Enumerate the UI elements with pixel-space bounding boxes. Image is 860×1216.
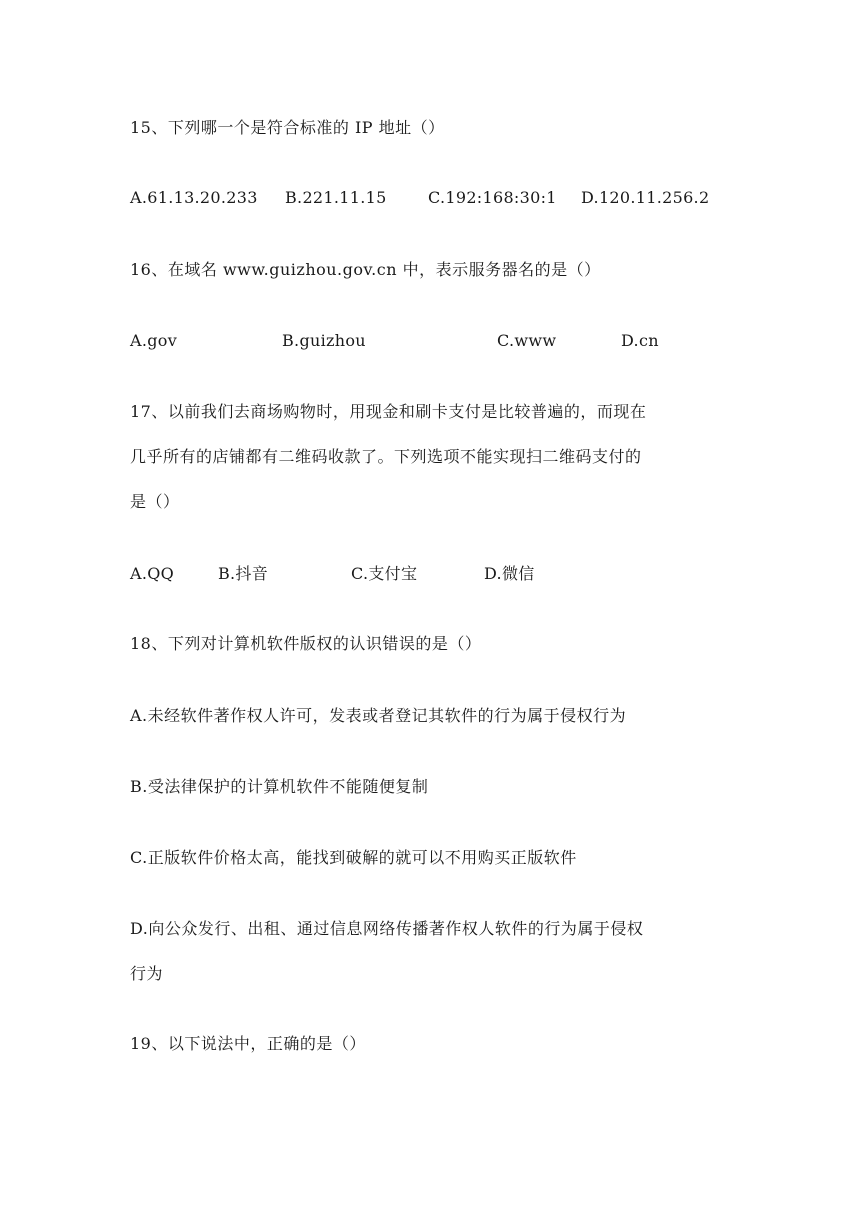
question-17-stem-line-3: 是（）	[130, 492, 180, 511]
question-16-stem: 16、在域名 www.guizhou.gov.cn 中，表示服务器名的是（）	[130, 260, 601, 279]
question-18-option-d-line-2: 行为	[130, 964, 164, 983]
question-17-option-a: A.QQ	[130, 564, 175, 583]
question-17-stem-line-1: 17、以前我们去商场购物时，用现金和刷卡支付是比较普遍的，而现在	[130, 402, 647, 421]
question-16-option-d: D.cn	[621, 331, 659, 350]
question-18-option-d-line-1: D.向公众发行、出租、通过信息网络传播著作权人软件的行为属于侵权	[130, 919, 644, 938]
question-17-option-c: C.支付宝	[351, 564, 418, 583]
question-17-option-b: B.抖音	[218, 564, 269, 583]
question-16-option-b: B.guizhou	[282, 331, 366, 350]
question-15-option-b: B.221.11.15	[285, 188, 387, 207]
question-15-option-a: A.61.13.20.233	[130, 188, 258, 207]
question-15-option-d: D.120.11.256.2	[581, 188, 710, 207]
question-19-stem: 19、以下说法中，正确的是（）	[130, 1034, 366, 1053]
question-15-option-c: C.192:168:30:1	[428, 188, 557, 207]
question-15-stem: 15、下列哪一个是符合标准的 IP 地址（）	[130, 118, 445, 137]
question-18-option-b: B.受法律保护的计算机软件不能随便复制	[130, 777, 429, 796]
question-17-option-d: D.微信	[484, 564, 535, 583]
question-18-stem: 18、下列对计算机软件版权的认识错误的是（）	[130, 634, 482, 653]
question-16-option-c: C.www	[497, 331, 557, 350]
question-18-option-c: C.正版软件价格太高，能找到破解的就可以不用购买正版软件	[130, 848, 577, 867]
question-17-stem-line-2: 几乎所有的店铺都有二维码收款了。下列选项不能实现扫二维码支付的	[130, 447, 642, 466]
question-18-option-a: A.未经软件著作权人许可，发表或者登记其软件的行为属于侵权行为	[130, 706, 627, 725]
question-16-option-a: A.gov	[130, 331, 178, 350]
